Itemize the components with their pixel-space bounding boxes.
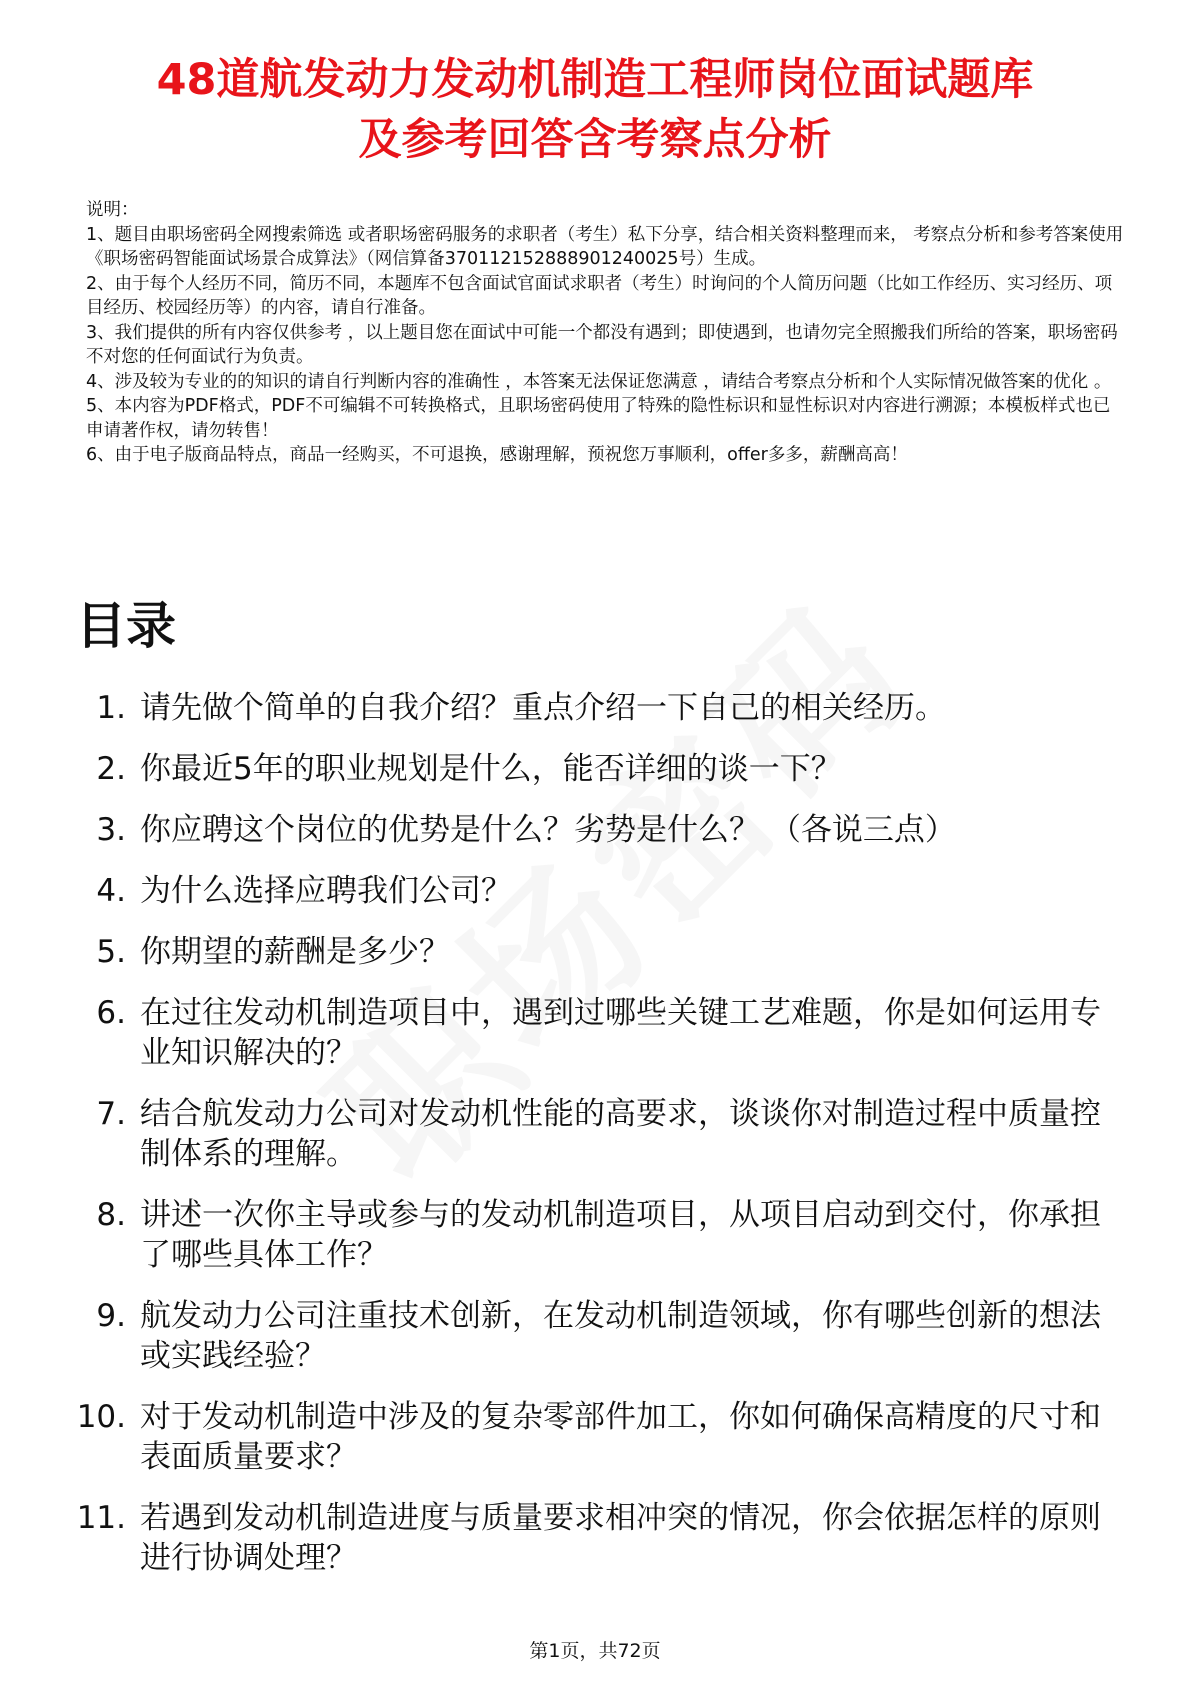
notes-heading: 说明： bbox=[86, 200, 139, 220]
toc-item-text: 讲述一次你主导或参与的发动机制造项目，从项目启动到交付，你承担了哪些具体工作？ bbox=[140, 1197, 1101, 1273]
toc-item-number: 10. bbox=[76, 1399, 126, 1435]
toc-list bbox=[70, 688, 1130, 1599]
toc-item-number: 6. bbox=[96, 995, 126, 1031]
toc-item[interactable] bbox=[70, 1094, 1130, 1174]
toc-item-text: 你最近5年的职业规划是什么，能否详细的谈一下？ bbox=[140, 751, 842, 787]
toc-item[interactable] bbox=[70, 871, 1130, 911]
toc-item-text: 若遇到发动机制造进度与质量要求相冲突的情况，你会依据怎样的原则进行协调处理？ bbox=[140, 1500, 1101, 1576]
toc-item-text: 请先做个简单的自我介绍？重点介绍一下自己的相关经历。 bbox=[140, 690, 946, 726]
toc-item-text: 对于发动机制造中涉及的复杂零部件加工，你如何确保高精度的尺寸和表面质量要求？ bbox=[140, 1399, 1101, 1475]
note-item-3: 3、我们提供的所有内容仅供参考 ，以上题目您在面试中可能一个都没有遇到；即使遇到，也请勿完全照搬我们所给的答案，职场密码不对您的任何面试行为负责。 bbox=[86, 322, 1118, 367]
toc-item-text: 你应聘这个岗位的优势是什么？劣势是什么？ （各说三点） bbox=[140, 812, 956, 848]
toc-item[interactable] bbox=[70, 993, 1130, 1073]
note-item-1: 1、题目由职场密码全网搜索筛选 或者职场密码服务的求职者（考生）私下分享，结合相关资料整理而来， 考察点分析和参考答案使用《职场密码智能面试场景合成算法》（网信算备370112152888901240025号）生成。 bbox=[86, 224, 1124, 269]
note-item-5: 5、本内容为PDF格式，PDF不可编辑不可转换格式，且职场密码使用了特殊的隐性标识和显性标识对内容进行溯源；本模板样式也已申请著作权，请勿转售！ bbox=[86, 396, 1111, 441]
toc-item-text: 你期望的薪酬是多少？ bbox=[140, 934, 450, 970]
toc-item-text: 航发动力公司注重技术创新，在发动机制造领域，你有哪些创新的想法或实践经验？ bbox=[140, 1298, 1101, 1374]
note-item-2: 2、由于每个人经历不同，简历不同，本题库不包含面试官面试求职者（考生）时询问的个人简历问题（比如工作经历、实习经历、项目经历、校园经历等）的内容，请自行准备。 bbox=[86, 273, 1113, 318]
notes-section bbox=[86, 198, 1126, 468]
title-line-2: 及参考回答含考察点分析 bbox=[358, 115, 832, 165]
toc-item[interactable] bbox=[70, 810, 1130, 850]
note-item-4: 4、涉及较为专业的的知识的请自行判断内容的准确性 ，本答案无法保证您满意 ，请结合考察点分析和个人实际情况做答案的优化 。 bbox=[86, 371, 1112, 392]
note-item-6: 6、由于电子版商品特点，商品一经购买，不可退换，感谢理解，预祝您万事顺利，offer多多，薪酬高高！ bbox=[86, 445, 908, 465]
toc-item-number: 1. bbox=[96, 690, 126, 726]
toc-item[interactable] bbox=[70, 1498, 1130, 1578]
toc-item[interactable] bbox=[70, 1397, 1130, 1477]
toc-item-text: 在过往发动机制造项目中，遇到过哪些关键工艺难题，你是如何运用专业知识解决的？ bbox=[140, 995, 1101, 1071]
toc-item[interactable] bbox=[70, 932, 1130, 972]
page-title bbox=[60, 50, 1130, 170]
toc-item-number: 9. bbox=[96, 1298, 126, 1334]
toc-item-text: 结合航发动力公司对发动机性能的高要求，谈谈你对制造过程中质量控制体系的理解。 bbox=[140, 1096, 1101, 1172]
toc-item-number: 5. bbox=[96, 934, 126, 970]
toc-item-number: 3. bbox=[96, 812, 126, 848]
toc-item[interactable] bbox=[70, 749, 1130, 789]
toc-item[interactable] bbox=[70, 1195, 1130, 1275]
toc-item-number: 8. bbox=[96, 1197, 126, 1233]
toc-item[interactable] bbox=[70, 688, 1130, 728]
toc-item[interactable] bbox=[70, 1296, 1130, 1376]
toc-item-number: 7. bbox=[96, 1096, 126, 1132]
title-line-1: 48道航发动力发动机制造工程师岗位面试题库 bbox=[156, 55, 1034, 105]
toc-item-number: 2. bbox=[96, 751, 126, 787]
toc-item-number: 11. bbox=[76, 1500, 126, 1536]
toc-heading: 目录 bbox=[76, 597, 176, 655]
page-footer: 第1页，共72页 bbox=[529, 1640, 661, 1662]
toc-item-number: 4. bbox=[96, 873, 126, 909]
toc-item-text: 为什么选择应聘我们公司？ bbox=[140, 873, 512, 909]
